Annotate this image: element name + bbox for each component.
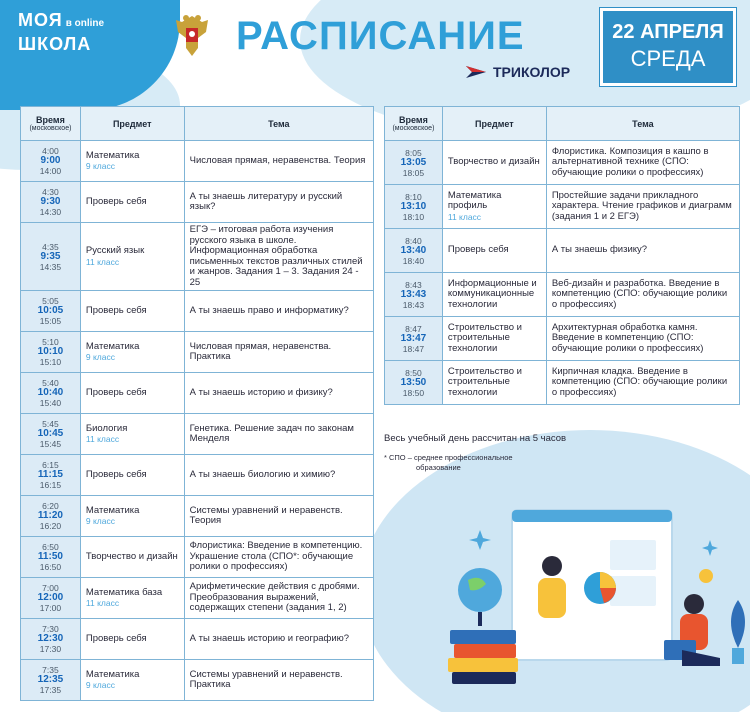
schedule-row	[21, 141, 374, 182]
plant-icon	[732, 648, 744, 664]
time-msk-minus: 5:40	[42, 378, 59, 388]
time-plus: 17:00	[39, 603, 62, 613]
time-moscow: 13:47	[400, 332, 427, 344]
topic-cell: А ты знаешь биологию и химию?	[184, 455, 373, 496]
topic-cell: А ты знаешь историю и физику?	[184, 373, 373, 414]
time-msk-minus: 4:30	[42, 187, 59, 197]
time-moscow: 12:35	[37, 674, 64, 685]
logo-line1: МОЯ	[18, 10, 63, 30]
time-cell	[21, 332, 81, 373]
time-msk-minus: 4:00	[42, 146, 59, 156]
subject-name: Русский язык	[85, 245, 145, 256]
subject-cell	[442, 317, 546, 361]
grade-label: 9 класс	[85, 352, 115, 362]
subject-cell	[442, 229, 546, 273]
time-cell	[21, 223, 81, 291]
time-moscow: 12:00	[37, 592, 64, 603]
schedule-row	[385, 361, 740, 405]
subject-name: Проверь себя	[85, 386, 147, 398]
tricolor-arrow-icon	[466, 64, 488, 80]
time-plus: 18:05	[402, 167, 425, 178]
subject-cell	[80, 223, 184, 291]
schedule-row	[21, 182, 374, 223]
time-plus: 16:15	[39, 480, 62, 490]
subject-name: Информационные и коммуникационные технологии	[447, 277, 537, 310]
subject-cell	[80, 332, 184, 373]
grade-label: 11 класс	[447, 211, 482, 222]
time-cell	[21, 537, 81, 578]
schedule-row	[385, 141, 740, 185]
time-moscow: 9:00	[40, 155, 61, 166]
time-moscow: 9:30	[40, 196, 61, 207]
subject-name: Творчество и дизайн	[85, 550, 178, 562]
col-time-header: Время (московское)	[21, 107, 81, 141]
time-plus: 18:10	[402, 211, 425, 222]
subject-name: Биология	[85, 422, 128, 434]
time-cell	[21, 455, 81, 496]
tricolor-logo	[466, 64, 570, 80]
time-plus: 14:35	[39, 261, 62, 272]
col-time-header: Время (московское)	[385, 107, 443, 141]
books-icon	[450, 630, 516, 644]
time-plus: 17:35	[39, 685, 62, 695]
subject-name: Строительство и строительные технологии	[447, 321, 522, 354]
topic-cell: ЕГЭ – итоговая работа изучения русского языка в школе. Информационная обработка письменных текстов различных стилей и жанров. Задания 1 – 3. Задания 24 - 25	[184, 223, 373, 291]
student-icon	[684, 594, 704, 614]
topic-cell: Числовая прямая, неравенства. Теория	[184, 141, 373, 182]
subject-cell	[80, 182, 184, 223]
time-moscow: 13:43	[400, 288, 427, 300]
schedule-table-right	[384, 106, 740, 405]
time-msk-minus: 7:30	[42, 624, 59, 634]
time-moscow: 10:05	[37, 305, 64, 316]
time-msk-minus: 5:10	[42, 337, 59, 347]
topic-cell: Архитектурная обработка камня. Введение в компетенцию (СПО: обучающие ролики о профессиях)	[546, 317, 739, 361]
schedule-row	[385, 317, 740, 361]
time-msk-minus: 6:20	[42, 501, 59, 511]
time-plus: 14:30	[39, 207, 62, 217]
subject-name: Математика база	[85, 586, 163, 598]
subject-cell	[80, 455, 184, 496]
subject-name: Творчество и дизайн	[447, 156, 540, 168]
col-subject-header: Предмет	[442, 107, 546, 141]
schedule-row	[385, 229, 740, 273]
globe-icon	[458, 568, 502, 612]
logo-line2: ШКОЛА	[18, 34, 92, 54]
topic-cell: Кирпичная кладка. Введение в компетенцию (СПО: обучающие ролики о профессиях)	[546, 361, 739, 405]
schedule-row	[21, 414, 374, 455]
time-plus: 18:47	[402, 343, 425, 354]
schedule-row	[21, 537, 374, 578]
time-moscow: 9:35	[40, 250, 61, 262]
subject-name: Математика	[85, 504, 140, 516]
subject-name: Математика	[85, 668, 140, 680]
time-msk-minus: 8:50	[405, 367, 422, 378]
col-topic-header: Тема	[184, 107, 373, 141]
time-plus: 16:20	[39, 521, 62, 531]
time-moscow: 13:05	[400, 156, 427, 168]
subject-name: Проверь себя	[85, 632, 147, 644]
time-moscow: 12:30	[37, 633, 64, 644]
subject-name: Математика	[85, 149, 140, 161]
grade-label: 11 класс	[85, 434, 120, 444]
time-cell	[21, 496, 81, 537]
time-cell	[385, 229, 443, 273]
teacher-icon	[542, 556, 562, 576]
time-msk-minus: 8:47	[405, 323, 422, 334]
time-msk-minus: 6:50	[42, 542, 59, 552]
subject-name: Математика профиль	[447, 189, 502, 212]
time-msk-minus: 8:05	[405, 147, 422, 158]
lightbulb-icon	[699, 569, 713, 583]
time-cell	[385, 317, 443, 361]
time-cell	[21, 578, 81, 619]
schedule-row	[21, 455, 374, 496]
time-plus: 18:40	[402, 255, 425, 266]
time-moscow: 13:10	[400, 200, 427, 212]
subject-cell	[80, 291, 184, 332]
schedule-table-left	[20, 106, 374, 701]
time-moscow: 10:10	[37, 346, 64, 357]
time-moscow: 10:40	[37, 387, 64, 398]
time-msk-minus: 4:35	[42, 241, 59, 252]
schedule-row	[21, 223, 374, 291]
schedule-row	[21, 660, 374, 701]
time-msk-minus: 5:05	[42, 296, 59, 306]
footnote-line2: образование	[416, 463, 461, 472]
time-moscow: 11:15	[37, 469, 63, 480]
schedule-row	[385, 273, 740, 317]
subject-cell	[80, 373, 184, 414]
grade-label: 9 класс	[85, 680, 115, 690]
subject-cell	[80, 414, 184, 455]
subject-name: Проверь себя	[85, 195, 147, 207]
schedule-row	[21, 373, 374, 414]
subject-cell	[80, 496, 184, 537]
time-cell	[385, 361, 443, 405]
tricolor-label: ТРИКОЛОР	[493, 64, 571, 80]
schedule-row	[21, 291, 374, 332]
logo-online: в online	[65, 18, 105, 29]
subject-cell	[442, 141, 546, 185]
subject-cell	[80, 660, 184, 701]
time-cell	[385, 141, 443, 185]
time-msk-minus: 5:45	[42, 419, 59, 429]
time-moscow: 11:50	[37, 551, 63, 562]
time-plus: 16:50	[39, 562, 62, 572]
grade-label: 11 класс	[85, 256, 120, 267]
time-moscow: 13:40	[400, 244, 427, 256]
time-plus: 18:43	[402, 299, 425, 310]
col-topic-header: Тема	[546, 107, 739, 141]
schedule-row	[21, 619, 374, 660]
subject-cell	[80, 537, 184, 578]
schedule-row	[21, 496, 374, 537]
time-moscow: 13:50	[400, 376, 427, 388]
moya-shkola-logo	[18, 10, 130, 60]
schedule-row	[385, 185, 740, 229]
time-cell	[21, 619, 81, 660]
time-plus: 15:10	[39, 357, 62, 367]
topic-cell: А ты знаешь физику?	[546, 229, 739, 273]
subject-name: Проверь себя	[447, 244, 509, 256]
topic-cell: Простейшие задачи прикладного характера. Чтение графиков и диаграмм (задания 1 и 2 ЕГЭ)	[546, 185, 739, 229]
subject-name: Строительство и строительные технологии	[447, 365, 522, 398]
subject-cell	[80, 578, 184, 619]
time-cell	[21, 141, 81, 182]
topic-cell: Флористика: Введение в компетенцию. Украшение стола (СПО*: обучающие ролики о профессиях)	[184, 537, 373, 578]
day-duration-note: Весь учебный день рассчитан на 5 часов	[384, 433, 567, 444]
topic-cell: А ты знаешь право и информатику?	[184, 291, 373, 332]
topic-cell: Системы уравнений и неравенств. Практика	[184, 660, 373, 701]
date-label: 22 АПРЕЛЯ	[612, 21, 724, 43]
time-cell	[21, 373, 81, 414]
topic-cell: Числовая прямая, неравенства. Практика	[184, 332, 373, 373]
subject-cell	[80, 619, 184, 660]
time-msk-minus: 8:43	[405, 279, 422, 290]
time-cell	[385, 185, 443, 229]
time-cell	[21, 414, 81, 455]
time-moscow: 11:20	[37, 510, 63, 521]
col-subject-header: Предмет	[80, 107, 184, 141]
page-title: РАСПИСАНИЕ	[236, 14, 525, 58]
time-cell	[385, 273, 443, 317]
subject-name: Проверь себя	[85, 468, 147, 480]
time-msk-minus: 7:35	[42, 665, 59, 675]
time-msk-minus: 8:40	[405, 235, 422, 246]
time-plus: 15:45	[39, 439, 62, 449]
topic-cell: Арифметические действия с дробями. Преобразования выражений, содержащих степени (задания 1, 2)	[184, 578, 373, 619]
topic-cell: Системы уравнений и неравенств. Теория	[184, 496, 373, 537]
online-learning-illustration	[420, 480, 750, 712]
subject-cell	[442, 273, 546, 317]
grade-label: 9 класс	[85, 516, 115, 526]
schedule-row	[21, 332, 374, 373]
subject-name: Проверь себя	[85, 304, 147, 316]
topic-cell: Генетика. Решение задач по законам Менделя	[184, 414, 373, 455]
time-plus: 18:50	[402, 387, 425, 398]
schedule-row	[21, 578, 374, 619]
time-cell	[21, 291, 81, 332]
weekday-label: СРЕДА	[630, 46, 706, 71]
time-msk-minus: 6:15	[42, 460, 59, 470]
subject-name: Математика	[85, 340, 140, 352]
time-cell	[21, 182, 81, 223]
subject-cell	[80, 141, 184, 182]
time-plus: 15:05	[39, 316, 62, 326]
topic-cell: А ты знаешь литературу и русский язык?	[184, 182, 373, 223]
topic-cell: Веб-дизайн и разработка. Введение в компетенцию (СПО: обучающие ролики о профессиях)	[546, 273, 739, 317]
time-cell	[21, 660, 81, 701]
time-plus: 14:00	[39, 166, 62, 176]
grade-label: 9 класс	[85, 161, 115, 171]
grade-label: 11 класс	[85, 598, 120, 608]
topic-cell: Флористика. Композиция в кашпо в альтернативной технике (СПО: обучающие ролики о профессиях)	[546, 141, 739, 185]
subject-cell	[442, 361, 546, 405]
subject-cell	[442, 185, 546, 229]
footnote-line1: * СПО – среднее профессиональное	[384, 453, 513, 462]
time-msk-minus: 7:00	[42, 583, 59, 593]
topic-cell: А ты знаешь историю и географию?	[184, 619, 373, 660]
time-moscow: 10:45	[37, 428, 64, 439]
time-plus: 17:30	[39, 644, 62, 654]
ministry-emblem-icon	[172, 12, 212, 58]
time-plus: 15:40	[39, 398, 62, 408]
spo-footnote	[384, 453, 513, 473]
date-box	[600, 8, 736, 86]
time-msk-minus: 8:10	[405, 191, 422, 202]
sparkle-icon	[469, 530, 491, 550]
